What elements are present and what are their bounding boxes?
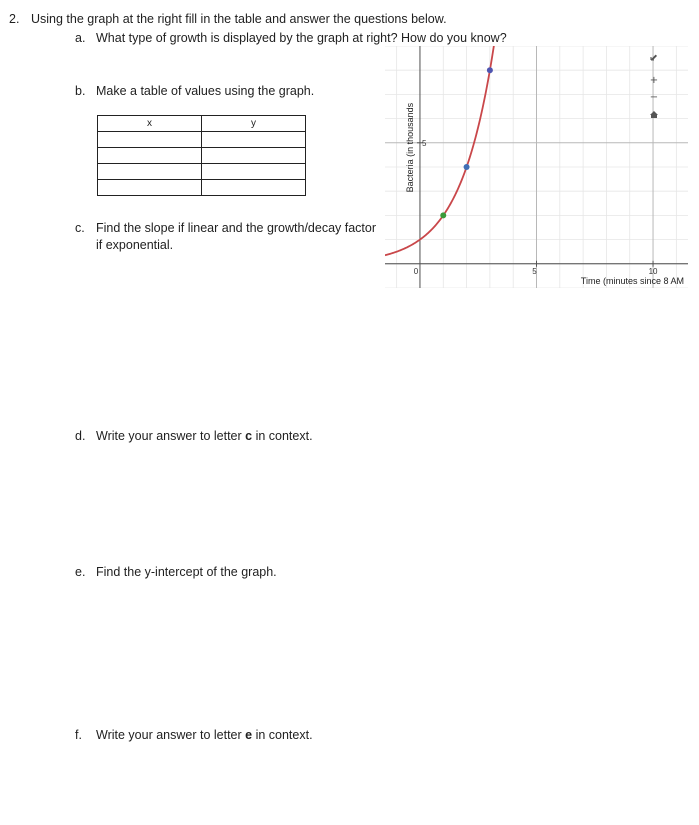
bacteria-graph[interactable] xyxy=(385,46,688,288)
part-b-letter: b. xyxy=(75,84,86,98)
part-e-letter: e. xyxy=(75,565,86,579)
table-header-row xyxy=(98,116,306,132)
table-row[interactable] xyxy=(98,132,306,148)
question-number: 2. xyxy=(9,12,20,26)
part-d-text-after: in context. xyxy=(252,429,313,443)
x-tick-label-5: 5 xyxy=(532,266,537,276)
part-d-text xyxy=(96,428,313,444)
part-f-text-before: Write your answer to letter xyxy=(96,728,246,742)
table-row[interactable] xyxy=(98,148,306,164)
part-f-text-after: in context. xyxy=(252,728,313,742)
data-point xyxy=(487,67,493,73)
part-c-text-line2: if exponential. xyxy=(96,238,174,252)
values-table xyxy=(97,115,306,196)
part-c-text-line1: Find the slope if linear and the growth/decay factor xyxy=(96,221,377,235)
x-tick-label-0: 0 xyxy=(413,266,419,276)
table-cell[interactable] xyxy=(98,132,202,148)
table-cell[interactable] xyxy=(202,148,306,164)
part-c-letter: c. xyxy=(75,221,85,235)
zoom-out-icon[interactable]: − xyxy=(649,92,659,103)
y-axis-label: Bacteria (in thousands xyxy=(404,102,415,193)
table-header-x: x xyxy=(98,116,202,132)
table-row[interactable] xyxy=(98,164,306,180)
data-point xyxy=(464,164,470,170)
x-axis-label: Time (minutes since 8 AM xyxy=(580,275,684,286)
part-f-letter: f. xyxy=(75,728,82,742)
part-d-letter: d. xyxy=(75,429,86,443)
part-d-bold: c xyxy=(245,429,253,443)
x-tick-label-10: 10 xyxy=(648,266,658,276)
part-a-text: What type of growth is displayed by the graph at right? How do you know? xyxy=(96,31,507,45)
y-tick-label-5: 5 xyxy=(421,138,427,148)
part-f-text xyxy=(96,727,313,743)
table-cell[interactable] xyxy=(98,148,202,164)
part-b-text: Make a table of values using the graph. xyxy=(96,84,315,98)
question-prompt: Using the graph at the right fill in the table and answer the questions below. xyxy=(31,12,447,26)
part-a-letter: a. xyxy=(75,31,86,45)
table-cell[interactable] xyxy=(202,164,306,180)
zoom-in-icon[interactable]: + xyxy=(649,75,659,86)
part-f-bold: e xyxy=(245,728,253,742)
table-cell[interactable] xyxy=(98,180,202,196)
part-d-text-before: Write your answer to letter xyxy=(96,429,246,443)
part-e-text: Find the y-intercept of the graph. xyxy=(96,565,277,579)
table-header-y: y xyxy=(202,116,306,132)
table-cell[interactable] xyxy=(202,180,306,196)
table-cell[interactable] xyxy=(202,132,306,148)
table-row[interactable] xyxy=(98,180,306,196)
table-cell[interactable] xyxy=(98,164,202,180)
data-point xyxy=(440,212,446,218)
